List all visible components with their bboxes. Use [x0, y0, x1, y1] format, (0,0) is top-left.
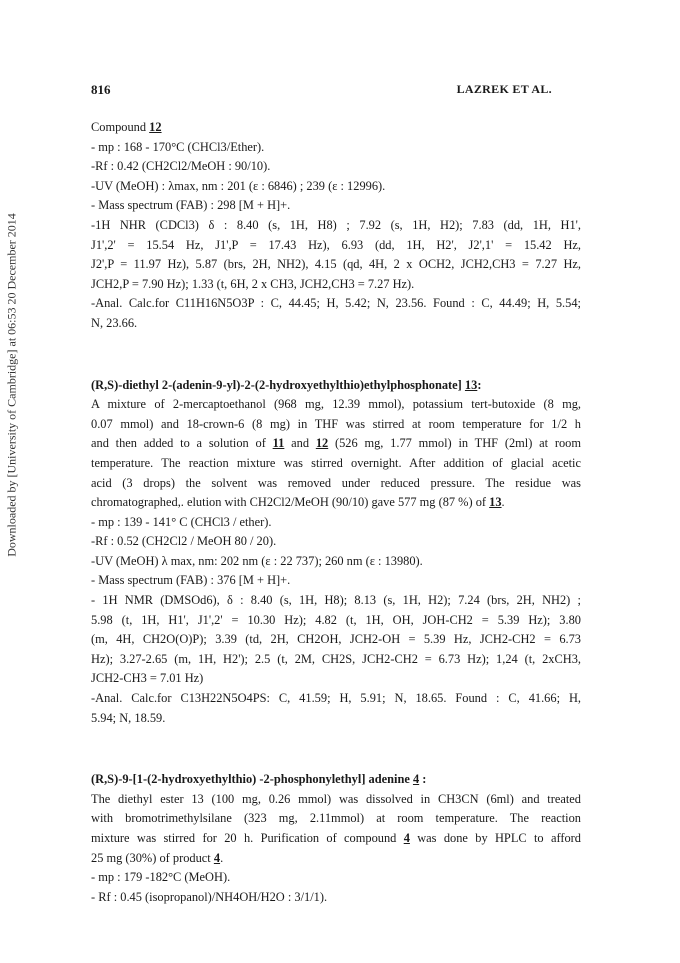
section-gap — [91, 749, 581, 770]
procedure-line: The diethyl ester 13 (100 mg, 0.26 mmol) was dissolved in CH3CN (6ml) and treated — [91, 791, 581, 806]
compound12-title: Compound 12 — [91, 120, 162, 134]
compound13-nmr-line: Hz); 3.27-2.65 (m, 1H, H2'); 2.5 (t, 2M, CH2S, JCH2-CH2 = 6.73 Hz); 1,24 (t, 2xCH3, — [91, 651, 581, 666]
procedure-line: mixture was stirred for 20 h. Purification of compound 4 was done by HPLC to afford — [91, 831, 581, 845]
compound13-nmr-line: - 1H NMR (DMSOd6), δ : 8.40 (s, 1H, H8); 8.13 (s, 1H, H2); 7.24 (brs, 2H, NH2) ; — [91, 593, 581, 608]
compound13-nmr-line: 5.98 (t, 1H, H1', J1',2' = 10.30 Hz); 4.82 (t, 1H, OH, JOH-CH2 = 5.39 Hz); 3.80 — [91, 612, 581, 627]
procedure-line: 0.07 mmol) and 18-crown-6 (8 mg) in THF was stirred at room temperature for 1/2 h — [91, 416, 581, 431]
compound-number: 12 — [149, 120, 162, 134]
procedure-line: 25 mg (30%) of product 4. — [91, 850, 224, 865]
compound-number: 13 — [464, 377, 478, 392]
compound13-nmr-line: (m, 4H, CH2O(O)P); 3.39 (td, 2H, CH2OH, JCH2-OH = 5.39 Hz, JCH2-CH2 = 6.73 — [91, 632, 581, 647]
compound13-uv: -UV (MeOH) λ max, nm: 202 nm (ε : 22 737); 260 nm (ε : 13980). — [91, 553, 423, 568]
procedure-line: A mixture of 2-mercaptoethanol (968 mg, 12.39 mmol), potassium tert-butoxide (8 mg, — [91, 397, 581, 412]
compound4-mp: - mp : 179 -182°C (MeOH). — [91, 870, 231, 885]
section-gap — [91, 334, 581, 355]
page-number: 816 — [91, 82, 111, 97]
compound12-mp: - mp : 168 - 170°C (CHCl3/Ether). — [91, 139, 265, 154]
compound-number: 11 — [272, 436, 285, 451]
procedure-line: and then added to a solution of 11 and 12 (526 mg, 1.77 mmol) in THF (2ml) at room — [91, 436, 581, 451]
compound12-uv: -UV (MeOH) : λmax, nm : 201 (ε : 6846) ; 239 (ε : 12996). — [91, 178, 386, 193]
section-gap — [91, 728, 581, 749]
compound-number: 12 — [315, 436, 329, 451]
compound12-nmr-line: -1H NHR (CDCl3) δ : 8.40 (s, 1H, H8) ; 7.92 (s, 1H, H2); 7.83 (dd, 1H, H1', — [91, 217, 581, 232]
compound13-mp: - mp : 139 - 141° C (CHCl3 / ether). — [91, 514, 272, 529]
compound-number: 13 — [489, 495, 502, 510]
compound-number: 4 — [213, 850, 221, 865]
compound12-nmr-line: JCH2,P = 7.90 Hz); 1.33 (t, 6H, 2 x CH3, JCH2,CH3 = 7.27 Hz). — [91, 276, 415, 291]
procedure-line: acid (3 drops) the solvent was removed under reduced pressure. The residue was — [91, 475, 581, 490]
compound12-analysis: -Anal. Calc.for C11H16N5O3P : C, 44.45; H, 5.42; N, 23.56. Found : C, 44.49; H, 5.54; — [91, 296, 581, 311]
compound4-rf: - Rf : 0.45 (isopropanol)/NH4OH/H2O : 3/1/1). — [91, 889, 328, 904]
procedure-line: chromatographed,. elution with CH2Cl2/MeOH (90/10) gave 577 mg (87 %) of 13. — [91, 495, 505, 510]
procedure-line: with bromotrimethylsilane (323 mg, 2.11mmol) at room temperature. The reaction — [91, 811, 581, 826]
compound12-nmr-line: J2',P = 11.97 Hz), 5.87 (brs, 2H, NH2), 4.15 (qd, 4H, 2 x OCH2, JCH2,CH3 = 7.27 Hz, — [91, 257, 581, 272]
page-body — [91, 118, 581, 907]
download-watermark — [2, 125, 22, 645]
compound12-nmr-line: J1',2' = 15.54 Hz, J1',P = 17.43 Hz), 6.93 (dd, 1H, H2', J2',1' = 15.42 Hz, — [91, 237, 581, 252]
compound13-analysis: -Anal. Calc.for C13H22N5O4PS: C, 41.59; H, 5.91; N, 18.65. Found : C, 41.66; H, — [91, 691, 581, 706]
compound12-analysis: N, 23.66. — [91, 315, 138, 330]
section-gap — [91, 355, 581, 376]
download-watermark-text: Downloaded by [University of Cambridge] at 06:53 20 December 2014 — [4, 213, 19, 557]
compound12-rf: -Rf : 0.42 (CH2Cl2/MeOH : 90/10). — [91, 159, 271, 174]
compound13-nmr-line: JCH2-CH3 = 7.01 Hz) — [91, 671, 204, 686]
compound13-rf: -Rf : 0.52 (CH2Cl2 / MeOH 80 / 20). — [91, 534, 277, 549]
compound4-heading: (R,S)-9-[1-(2-hydroxyethylthio) -2-phosphonylethyl] adenine 4 : — [91, 772, 427, 787]
compound-number: 4 — [403, 831, 410, 845]
compound13-analysis: 5.94; N, 18.59. — [91, 710, 166, 725]
compound13-heading: (R,S)-diethyl 2-(adenin-9-yl)-2-(2-hydroxyethylthio)ethylphosphonate] 13: — [91, 377, 482, 392]
compound-number: 4 — [412, 772, 420, 787]
compound12-mass-spectrum: - Mass spectrum (FAB) : 298 [M + H]+. — [91, 198, 291, 213]
procedure-line: temperature. The reaction mixture was stirred overnight. After addition of glacial acetic — [91, 455, 581, 470]
compound13-mass-spectrum: - Mass spectrum (FAB) : 376 [M + H]+. — [91, 573, 291, 588]
running-head: LAZREK ET AL. — [456, 82, 552, 96]
